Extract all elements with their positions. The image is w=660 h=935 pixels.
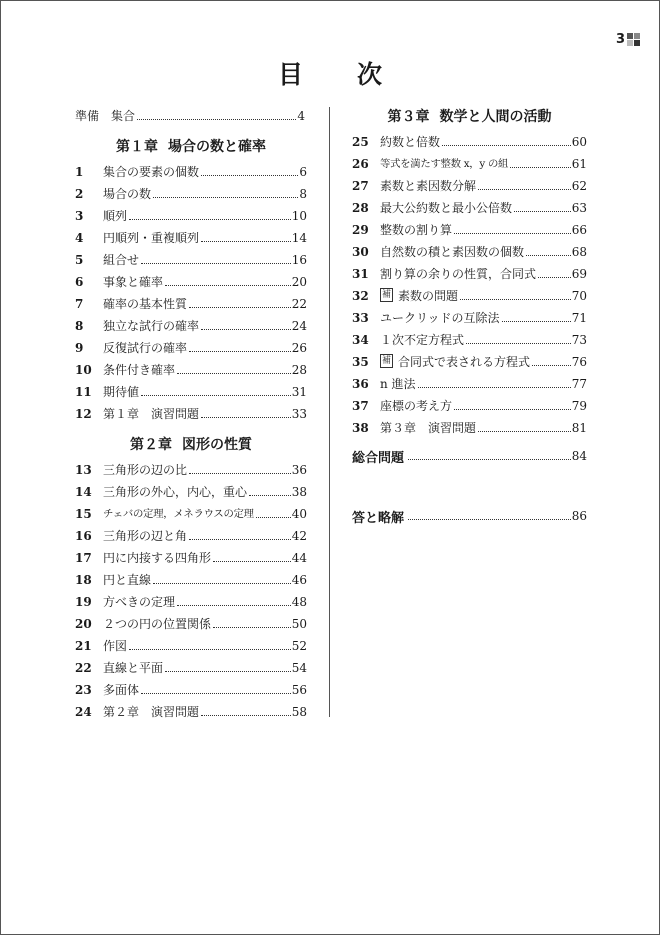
toc-entry-page: 76 [571,355,587,369]
toc-entry-title: 第２章 演習問題 [103,705,200,719]
toc-entry-page: 69 [571,267,587,281]
toc-entry-number: 18 [75,573,92,587]
toc-entry-page: 4 [297,109,305,123]
toc-entry-page: 36 [291,463,307,477]
leader-dots [466,343,571,344]
toc-entry-page: 10 [291,209,307,223]
toc-entry[interactable] [75,701,307,723]
toc-entry[interactable] [75,293,307,315]
toc-entry-title: 整数の割り算 [380,223,453,237]
toc-entry-page: 6 [299,165,307,179]
toc-entry-title: 集合の要素の個数 [103,165,200,179]
leader-dots [213,627,291,628]
toc-entry-number: 13 [75,463,92,477]
toc-entry-number: 16 [75,529,92,543]
chapter-title: 図形の性質 [182,437,252,453]
leader-dots [460,299,571,300]
supplement-badge: 補 [382,356,392,366]
leader-dots [510,167,571,168]
toc-entry[interactable] [75,503,307,525]
toc-entry-title: 等式を満たす整数 x，y の組 [380,158,509,170]
toc-entry-page: 28 [291,363,307,377]
toc-entry-number: 20 [75,617,92,631]
toc-entry[interactable] [75,337,307,359]
toc-entry[interactable] [352,285,587,307]
leader-dots [129,219,291,220]
toc-entry[interactable] [352,417,587,439]
leader-dots [249,495,291,496]
toc-entry-page: 86 [571,509,587,523]
leader-dots [408,519,571,520]
toc-entry-page: 56 [291,683,307,697]
toc-entry-title: チェバの定理，メネラウスの定理 [103,508,254,520]
leader-dots [141,693,291,694]
toc-entry[interactable] [75,161,307,183]
toc-entry-page: 8 [299,187,307,201]
toc-entry-number: 36 [352,377,369,391]
corner-mark-icon [627,33,641,47]
toc-entry-title: 直線と平面 [103,661,164,675]
toc-entry-title: 事象と確率 [103,275,164,289]
toc-entry-number: 9 [75,341,84,355]
leader-dots [532,365,571,366]
toc-entry-answers[interactable] [352,505,587,527]
chapter-2-list [75,459,307,723]
column-divider [329,107,330,717]
leader-dots [418,387,571,388]
leader-dots [538,277,571,278]
toc-entry-number: 17 [75,551,92,565]
toc-entry-title: 総合問題 [352,450,405,466]
toc-entry[interactable] [352,197,587,219]
toc-entry-title: n 進法 [380,377,416,391]
toc-entry-number: 3 [75,209,84,223]
toc-entry-number: 2 [75,187,84,201]
toc-entry-number: 14 [75,485,92,499]
toc-entry[interactable] [352,263,587,285]
toc-entry[interactable] [75,635,307,657]
toc-entry[interactable] [75,249,307,271]
leader-dots [526,255,571,256]
toc-entry-number: 26 [352,157,369,171]
toc-entry-page: 81 [571,421,587,435]
toc-entry[interactable] [75,613,307,635]
leader-dots [165,285,291,286]
toc-entry-title: 素数の問題 [398,289,459,303]
leader-dots [514,211,571,212]
toc-entry-title: 座標の考え方 [380,399,453,413]
toc-entry-page: 42 [291,529,307,543]
toc-entry[interactable] [75,547,307,569]
leader-dots [189,473,291,474]
toc-entry-number: 34 [352,333,369,347]
toc-entry-page: 14 [291,231,307,245]
leader-dots [213,561,291,562]
toc-entry-page: 66 [571,223,587,237]
leader-dots [201,241,291,242]
toc-entry-page: 50 [291,617,307,631]
toc-entry[interactable] [352,329,587,351]
title-char-1: 目 [277,60,303,89]
toc-entry-number: 8 [75,319,84,333]
toc-entry-title: 自然数の積と素因数の個数 [380,245,525,259]
chapter-heading-1 [75,133,307,161]
toc-entry-title: 約数と倍数 [380,135,441,149]
toc-entry[interactable] [352,307,587,329]
toc-entry-page: 60 [571,135,587,149]
toc-entry[interactable] [75,227,307,249]
chapter-number: 第３章 [387,109,430,125]
toc-entry-title: 答と略解 [352,510,405,526]
toc-entry-page: 44 [291,551,307,565]
leader-dots [502,321,571,322]
toc-entry-title: 準備 集合 [75,109,136,123]
toc-entry-number: 30 [352,245,369,259]
leader-dots [256,517,291,518]
toc-entry-title: 合同式で表される方程式 [398,355,531,369]
toc-left-column [75,105,307,723]
toc-entry-page: 77 [571,377,587,391]
toc-entry[interactable] [75,359,307,381]
toc-entry-page: 58 [291,705,307,719]
toc-entry[interactable] [75,183,307,205]
toc-entry-number: 1 [75,165,84,179]
toc-entry-title: 円順列・重複順列 [103,231,200,245]
toc-entry-number: 21 [75,639,92,653]
leader-dots [129,649,291,650]
toc-entry[interactable] [75,481,307,503]
toc-entry-title: 最大公約数と最小公倍数 [380,201,513,215]
toc-entry-title: 三角形の外心，内心，重心 [103,485,248,499]
toc-entry-title: 作図 [103,639,128,653]
toc-entry-page: 33 [291,407,307,421]
toc-entry-title: 三角形の辺の比 [103,463,188,477]
chapter-title: 場合の数と確率 [168,139,266,155]
toc-entry-page: 79 [571,399,587,413]
toc-entry[interactable] [75,271,307,293]
toc-entry-number: 23 [75,683,92,697]
toc-entry-page: 46 [291,573,307,587]
toc-right-column [352,105,587,527]
toc-entry-title: 第１章 演習問題 [103,407,200,421]
toc-entry-title: 順列 [103,209,128,223]
toc-entry-title: ２つの円の位置関係 [103,617,212,631]
toc-entry-title: 組合せ [103,253,140,267]
toc-entry-page: 48 [291,595,307,609]
toc-entry-number: 32 [352,289,369,303]
toc-entry[interactable] [352,219,587,241]
leader-dots [454,233,571,234]
toc-entry-number: 6 [75,275,84,289]
toc-entry-title: 割り算の余りの性質，合同式 [380,267,537,281]
leader-dots [408,459,571,460]
toc-entry-number: 38 [352,421,369,435]
chapter-number: 第１章 [116,139,158,155]
toc-entry-number: 22 [75,661,92,675]
toc-entry-page: 62 [571,179,587,193]
toc-entry[interactable] [75,679,307,701]
leader-dots [189,307,291,308]
toc-entry-page: 20 [291,275,307,289]
toc-entry-page: 73 [571,333,587,347]
toc-entry-title: 方べきの定理 [103,595,176,609]
leader-dots [153,197,298,198]
toc-entry-title: 独立な試行の確率 [103,319,200,333]
toc-entry[interactable] [352,351,587,373]
toc-entry[interactable] [75,459,307,481]
toc-entry[interactable] [75,525,307,547]
toc-entry-title: 円に内接する四角形 [103,551,212,565]
toc-entry-page: 52 [291,639,307,653]
toc-entry-prep[interactable] [75,105,307,127]
chapter-heading-3 [352,103,587,131]
toc-entry-page: 16 [291,253,307,267]
chapter-title: 数学と人間の活動 [439,109,552,125]
title-char-2: 次 [357,60,383,89]
toc-entry-number: 11 [75,385,92,399]
toc-entry-number: 37 [352,399,369,413]
leader-dots [141,263,291,264]
toc-entry-title: 素数と素因数分解 [380,179,477,193]
toc-entry-number: 33 [352,311,369,325]
toc-entry[interactable] [352,241,587,263]
leader-dots [189,539,291,540]
leader-dots [201,715,291,716]
toc-entry[interactable] [75,591,307,613]
toc-entry-page: 63 [571,201,587,215]
toc-entry-summary[interactable] [352,445,587,467]
toc-entry-number: 10 [75,363,92,377]
leader-dots [177,373,291,374]
toc-entry-title: 第３章 演習問題 [380,421,477,435]
toc-entry-number: 31 [352,267,369,281]
toc-entry-number: 25 [352,135,369,149]
toc-entry[interactable] [75,657,307,679]
toc-entry-page: 68 [571,245,587,259]
toc-entry-page: 38 [291,485,307,499]
toc-entry-number: 29 [352,223,369,237]
toc-entry-page: 61 [571,157,587,171]
toc-entry-page: 22 [291,297,307,311]
chapter-heading-2 [75,431,307,459]
toc-entry[interactable] [352,175,587,197]
toc-entry-number: 15 [75,507,92,521]
toc-entry-number: 24 [75,705,92,719]
page-title [0,60,660,90]
leader-dots [201,175,298,176]
toc-entry[interactable] [75,381,307,403]
toc-entry[interactable] [352,131,587,153]
leader-dots [177,605,291,606]
toc-entry-title: 確率の基本性質 [103,297,188,311]
toc-entry[interactable] [352,395,587,417]
toc-entry-title: 反復試行の確率 [103,341,188,355]
leader-dots [442,145,571,146]
toc-entry-title: 三角形の辺と角 [103,529,188,543]
toc-entry[interactable] [75,569,307,591]
toc-entry-number: 19 [75,595,92,609]
toc-entry-page: 54 [291,661,307,675]
chapter-number: 第２章 [130,437,172,453]
toc-entry-page: 26 [291,341,307,355]
toc-entry-title: 期待値 [103,385,140,399]
supplement-badge: 補 [382,290,392,300]
toc-entry[interactable] [75,315,307,337]
toc-entry-number: 12 [75,407,92,421]
toc-entry-page: 24 [291,319,307,333]
toc-entry-page: 31 [291,385,307,399]
leader-dots [141,395,291,396]
toc-entry[interactable] [75,403,307,425]
leader-dots [478,189,571,190]
toc-entry-number: 7 [75,297,84,311]
leader-dots [137,119,296,120]
toc-entry[interactable] [352,153,587,175]
toc-entry-page: 40 [291,507,307,521]
leader-dots [189,351,291,352]
toc-entry-title: 円と直線 [103,573,152,587]
leader-dots [153,583,291,584]
toc-entry-title: 条件付き確率 [103,363,176,377]
leader-dots [454,409,571,410]
leader-dots [201,329,291,330]
toc-entry-page: 84 [571,449,587,463]
toc-entry-title: 多面体 [103,683,140,697]
leader-dots [201,417,291,418]
leader-dots [478,431,571,432]
toc-entry-page: 70 [571,289,587,303]
toc-entry-page: 71 [571,311,587,325]
toc-entry[interactable] [352,373,587,395]
chapter-1-list [75,161,307,425]
toc-entry-number: 27 [352,179,369,193]
toc-entry-number: 28 [352,201,369,215]
toc-entry-title: ユークリッドの互除法 [380,311,500,325]
toc-entry-number: 4 [75,231,84,245]
toc-entry-number: 35 [352,355,369,369]
toc-entry[interactable] [75,205,307,227]
chapter-3-list [352,131,587,439]
page-number: 3 [616,32,626,47]
toc-entry-title: １次不定方程式 [380,333,465,347]
toc-entry-title: 場合の数 [103,187,152,201]
leader-dots [165,671,291,672]
toc-entry-number: 5 [75,253,84,267]
